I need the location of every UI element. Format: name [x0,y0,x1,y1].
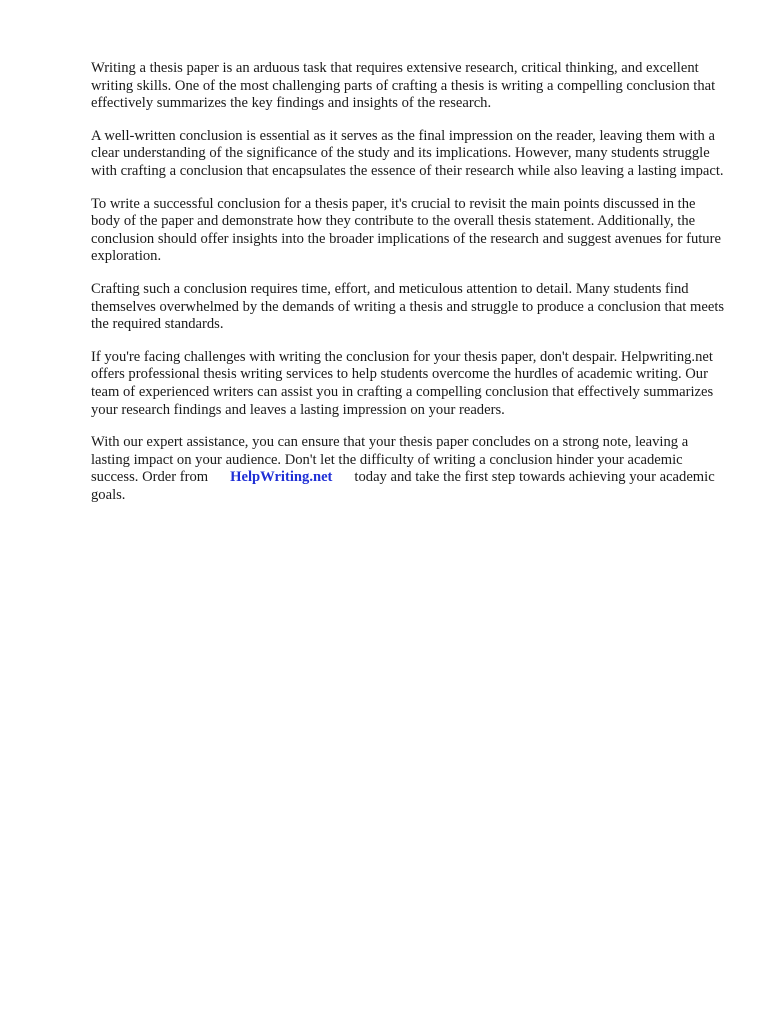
paragraph-how-to: To write a successful conclusion for a thesis paper, it's crucial to revisit the main points discussed in the body of the paper and demonstrate how they contribute to the overall thesis statement. Additionally, the conclusion should offer insights into the broader implications of the research and suggest avenues for future exploration. [91,195,721,265]
paragraph-challenges: Crafting such a conclusion requires time, effort, and meticulous attention to detail. Many students find themselves overwhelmed by the demands of writing a thesis and struggle to produce a conclusion that meets the required standards. [91,280,725,333]
paragraph-intro: Writing a thesis paper is an arduous task that requires extensive research, critical thinking, and excellent writing skills. One of the most challenging parts of crafting a thesis is writing a compelling conclusion that effectively summarizes the key findings and insights of the research. [91,60,716,112]
helpwriting-link[interactable]: HelpWriting.net [230,469,333,486]
closing-text-after-link: today and take the first step towards achieving your academic goals. [91,469,715,503]
document-page [91,60,726,519]
closing-text-before-link: With our expert assistance, you can ensure that your thesis paper concludes on a strong note, leaving a lasting impact on your audience. Don't let the difficulty of writing a conclusion hinder your academic success. Order from [91,434,689,486]
paragraph-importance: A well-written conclusion is essential as it serves as the final impression on the reader, leaving them with a clear understanding of the significance of the study and its implications. However, many students struggle with crafting a conclusion that encapsulates the essence of their research while also leaving a lasting impact. [91,127,724,179]
paragraph-services: If you're facing challenges with writing the conclusion for your thesis paper, don't despair. Helpwriting.net offers professional thesis writing services to help students overcome the hurdles of academic writing. Our team of experienced writers can assist you in crafting a compelling conclusion that effectively summarizes your research findings and leaves a lasting impression on your readers. [91,348,714,418]
paragraph-closing [91,434,726,504]
